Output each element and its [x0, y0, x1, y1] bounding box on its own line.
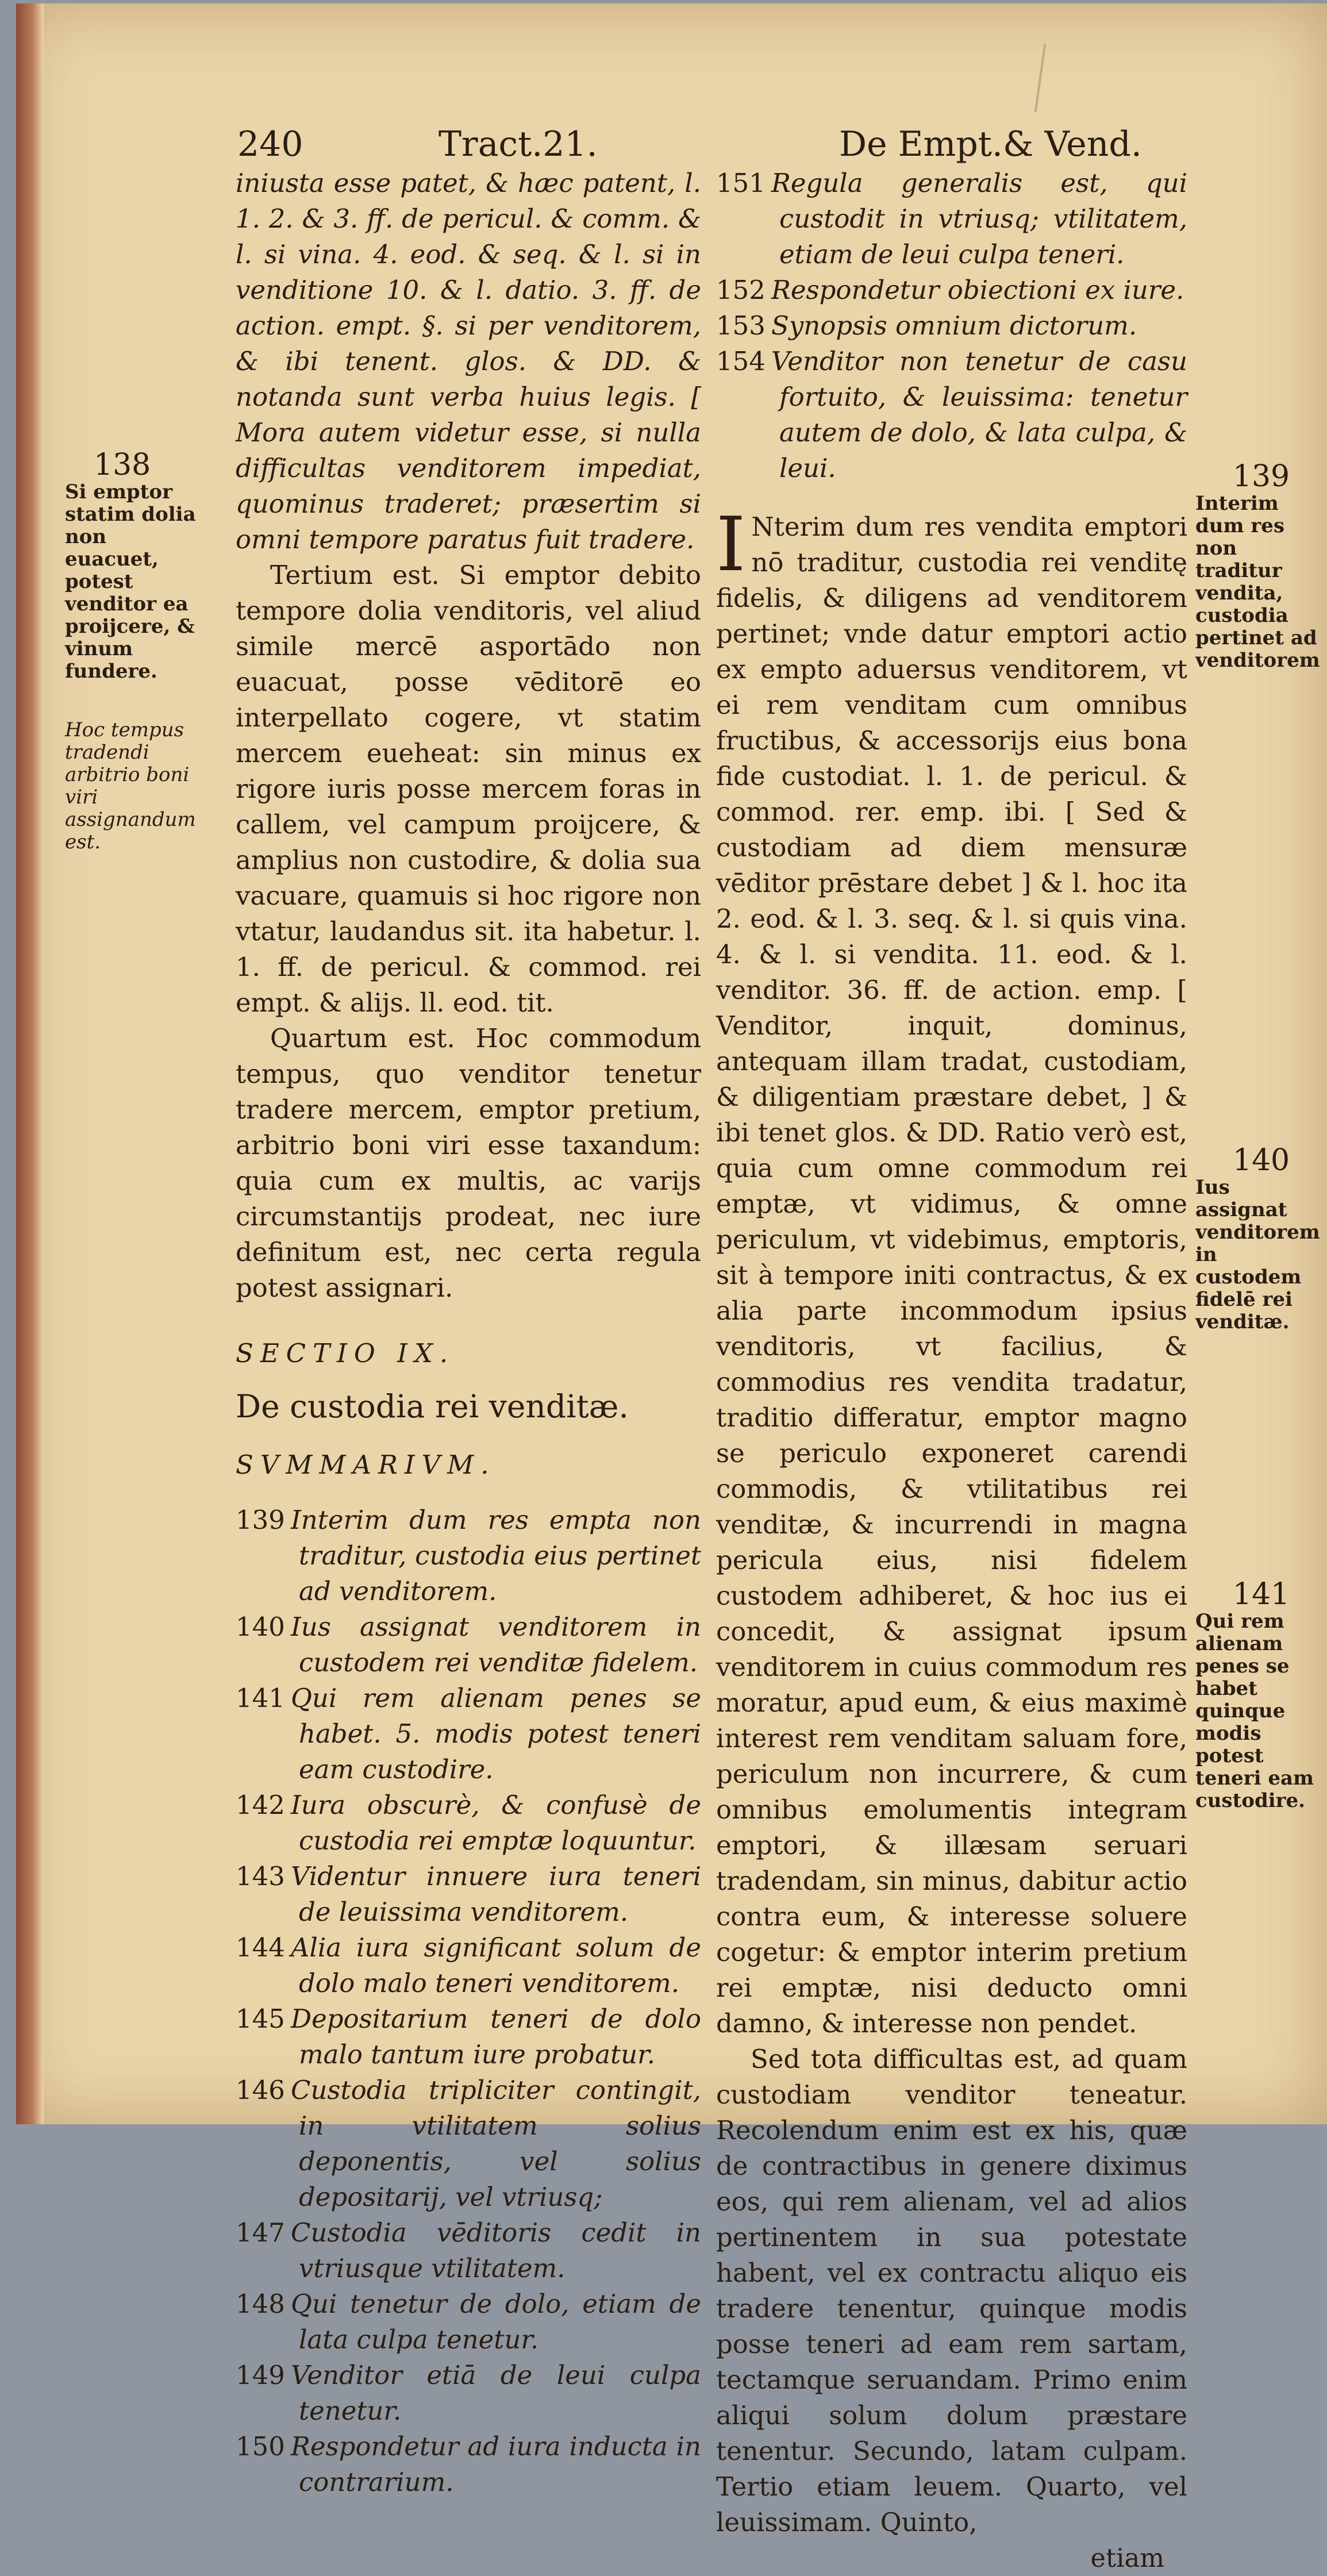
paragraph: Tertium est. Si emptor debito tempore dolia venditoris, vel aliud simile mercē asportādo non euacuat, posse vēditorē eo interpellato cogere, vt statim mercem eueheat: sin minus ex rigore iuris posse mercem foras in callem, vel campum proijcere, & amplius non custodire, & dolia sua vacuare, quamuis si hoc rigore non vtatur, laudandus sit. ita habetur. l. 1. ff. de pericul. & commod. rei empt. & alijs. ll. eod. tit. [236, 560, 701, 1018]
summary-item [236, 2358, 701, 2429]
summary-number: 142 [236, 1790, 285, 1820]
summary-heading: SVMMARIVM. [236, 1450, 496, 1480]
running-head-left: Tract.21. [439, 124, 598, 164]
summary-text: Iura obscurè, & confusè de custodia rei emptæ loquuntur. [291, 1790, 701, 1856]
summary-text: Interim dum res empta non traditur, custodia eius pertinet ad venditorem. [291, 1505, 701, 1606]
summary-text: Synopsis omnium dictorum. [771, 310, 1137, 341]
summary-item [236, 2286, 701, 2358]
summary-item [236, 2429, 701, 2500]
summary-number: 146 [236, 2075, 285, 2105]
summary-text: Regula generalis est, qui custodit in vtriusq; vtilitatem, etiam de leui culpa teneri. [771, 168, 1187, 270]
summary-number: 152 [716, 275, 766, 305]
summary-text: Alia iura significant solum de dolo malo teneri venditorem. [291, 1932, 701, 1998]
summary-item [716, 308, 1187, 344]
summary-text: Custodia tripliciter contingit, in vtilitatem solius deponentis, vel solius depositarij, vel vtriusq; [291, 2075, 701, 2212]
summary-item [236, 2215, 701, 2286]
summary-list-continued [716, 166, 1187, 486]
running-head-right: De Empt.& Vend. [839, 124, 1142, 164]
summary-text: Ius assignat venditorem in custodem rei venditæ fidelem. [291, 1612, 701, 1678]
margin-note-140 [1195, 1144, 1327, 1333]
summary-number: 140 [236, 1612, 285, 1642]
summary-item [236, 2001, 701, 2073]
margin-note-number: 139 [1232, 460, 1290, 494]
summary-item [716, 166, 1187, 272]
margin-note-text: Qui rem alienam penes se habet quinque modis potest teneri eam custodire. [1195, 1610, 1314, 1812]
fold-mark [1034, 44, 1047, 112]
summary-number: 143 [236, 1861, 285, 1891]
paragraph: iniusta esse patet, & hæc patent, l. 1. 2. & 3. ff. de pericul. & comm. & l. si vina. 4. eod. & seq. & l. si in venditione 10. & l. datio. 3. ff. de action. empt. §. si per venditorem, & ibi tenent. glos. & DD. & notanda sunt verba huius legis. [ Mora autem videtur esse, si nulla difficultas venditorem impediat, quominus traderet; præsertim si omni tempore paratus fuit tradere. [236, 168, 701, 555]
paragraph: Quartum est. Hoc commodum tempus, quo venditor tenetur tradere mercem, emptor pretium, arbitrio boni viri esse taxandum: quia cum ex multis, ac varijs circumstantijs prodeat, nec iure definitum est, nec certa regula potest assignari. [236, 1023, 701, 1303]
margin-note-text: Si emptor statim dolia non euacuet, potest venditor ea proijcere, & vinum fundere. [65, 480, 196, 683]
summary-text: Venditor etiā de leui culpa tenetur. [291, 2360, 701, 2426]
margin-note-text: Ius assignat venditorem in custodem fidelē rei venditæ. [1195, 1176, 1320, 1333]
summary-list [236, 1502, 701, 2500]
margin-note-139 [1195, 460, 1327, 672]
summary-text: Venditor non tenetur de casu fortuito, & leuissima: tenetur autem de dolo, & lata culpa, & leui. [771, 346, 1187, 483]
summary-item [236, 1787, 701, 1859]
summary-number: 149 [236, 2360, 285, 2390]
margin-note-text: Interim dum res non traditur vendita, custodia pertinet ad venditorem [1195, 492, 1320, 672]
section-title: De custodia rei venditæ. [236, 1388, 629, 1425]
summary-item [236, 1859, 701, 1930]
margin-note-number: 138 [94, 448, 151, 482]
paragraph [716, 501, 1187, 2041]
summary-text: Qui rem alienam penes se habet. 5. modis potest teneri eam custodire. [291, 1683, 701, 1785]
summary-item [716, 344, 1187, 486]
page-edge [16, 3, 44, 2124]
summary-number: 147 [236, 2217, 285, 2248]
summary-text: Respondetur obiectioni ex iure. [771, 275, 1184, 305]
summary-number: 150 [236, 2431, 285, 2462]
margin-note-number: 140 [1232, 1144, 1290, 1178]
summary-number: 148 [236, 2289, 285, 2319]
left-column [236, 166, 701, 2500]
summary-text: Respondetur ad iura inducta in contrarium. [291, 2431, 701, 2497]
drop-cap: I [716, 501, 746, 588]
margin-note-text: Hoc tempus tradendi arbitrio boni viri assignandum est. [65, 718, 196, 853]
summary-text: Custodia vēditoris cedit in vtriusque vtilitatem. [291, 2217, 701, 2283]
margin-note-number: 141 [1232, 1578, 1290, 1612]
margin-note-138 [65, 449, 200, 683]
summary-number: 151 [716, 168, 766, 198]
book-page [16, 3, 1327, 2573]
summary-number: 141 [236, 1683, 285, 1713]
summary-number: 154 [716, 346, 766, 376]
catchword: etiam [1090, 2543, 1164, 2573]
paragraph-text: Nterim dum res vendita emptori nō traditur, custodia rei venditę fidelis, & diligens ad venditorem pertinet; vnde datur emptori actio ex empto aduersus venditorem, vt ei rem venditam cum omnibus fructibus, & accessorijs eius bona fide custodiat. l. 1. de pericul. & commod. rer. emp. ibi. [ Sed & custodiam ad diem mensuræ vēditor prēstare debet ] & l. hoc ita 2. eod. & l. 3. seq. & l. si quis vina. 4. & l. si vendita. 11. eod. & l. venditor. 36. ff. de action. emp. [ Venditor, inquit, dominus, antequam illam tradat, custodiam, & diligentiam præstare debet, ] & ibi tenet glos. & DD. Ratio verò est, quia cum omne commodum rei emptæ, vt vidimus, & omne periculum, vt videbimus, emptoris, sit à tempore initi contractus, & ex alia parte incommodum ipsius venditoris, vt facilius, & commodius res vendita tradatur, traditio differatur, emptor magno se periculo exponeret carendi commodis, & vtilitatibus rei venditæ, & incurrendi in magna pericula eius, nisi fidelem custodem adhiberet, & hoc ius ei concedit, & assignat ipsum venditorem in cuius commodum res moratur, apud eum, & eius maximè interest rem venditam saluam fore, periculum non incurrere, & cum omnibus emolumentis integram emptori, & illæsam seruari tradendam, sin minus, dabitur actio contra eum, & interesse soluere cogetur: & emptor interim pretium rei emptæ, nisi deducto omni damno, & interesse non pendet. [716, 512, 1187, 2039]
right-column [716, 166, 1187, 2576]
margin-note-hoc [65, 719, 200, 853]
summary-text: Videntur innuere iura teneri de leuissima venditorem. [291, 1861, 701, 1927]
summary-item [716, 272, 1187, 308]
margin-note-141 [1195, 1578, 1327, 1812]
summary-item [236, 2073, 701, 2215]
summary-text: Qui tenetur de dolo, etiam de lata culpa tenetur. [291, 2289, 701, 2355]
summary-item [236, 1502, 701, 1609]
summary-item [236, 1609, 701, 1681]
summary-number: 145 [236, 2004, 285, 2034]
summary-number: 139 [236, 1505, 285, 1535]
summary-item [236, 1681, 701, 1787]
summary-text: Depositarium teneri de dolo malo tantum iure probatur. [291, 2004, 701, 2070]
summary-item [236, 1930, 701, 2001]
section-number: SECTIO IX. [236, 1338, 455, 1368]
paragraph: Sed tota difficultas est, ad quam custodiam venditor teneatur. Recolendum enim est ex his, quæ de contractibus in genere diximus eos, qui rem alienam, vel ad alios pertinentem in sua potestate habent, vel ex contractu aliquo eis tradere tenentur, quinque modis posse teneri ad eam rem sartam, tectamque seruandam. Primo enim aliqui solum dolum præstare tenentur. Secundo, latam culpam. Tertio etiam leuem. Quarto, vel leuissimam. Quinto, [716, 2044, 1187, 2537]
page-number: 240 [237, 124, 303, 164]
summary-number: 153 [716, 310, 766, 341]
summary-number: 144 [236, 1932, 285, 1963]
